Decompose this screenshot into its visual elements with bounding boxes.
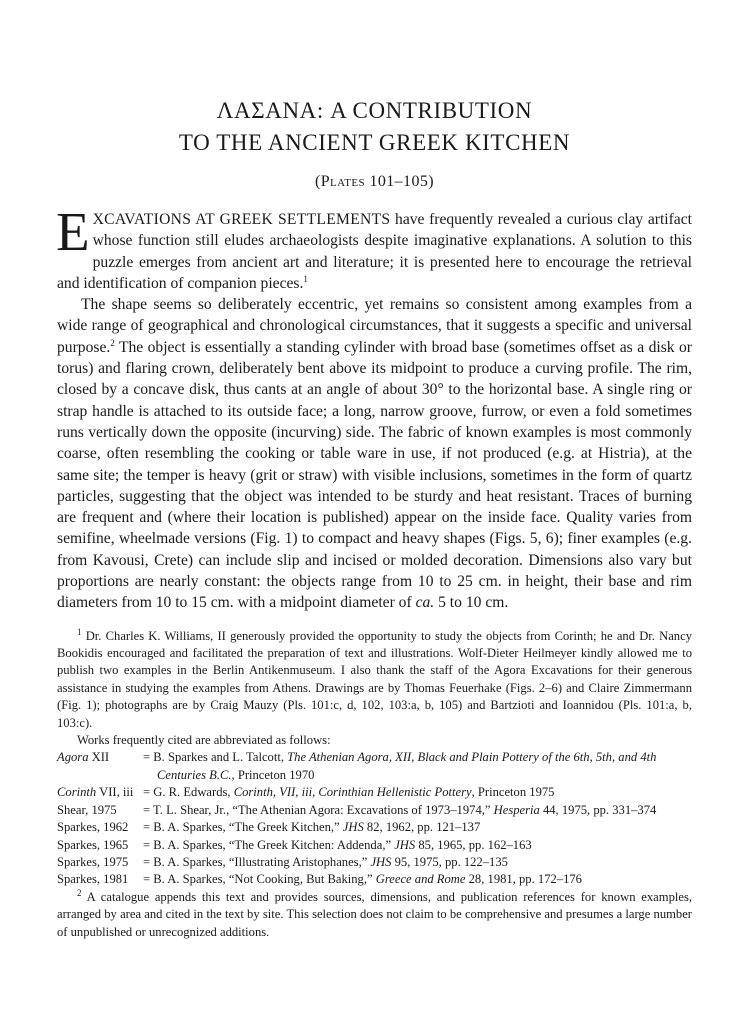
reference-italic: JHS [394, 837, 416, 852]
reference-abbreviation [57, 749, 143, 784]
reference-pre: = B. A. Sparkes, “The Greek Kitchen: Addenda,” [143, 837, 395, 852]
reference-abbreviation [57, 837, 143, 854]
reference-citation [143, 871, 692, 888]
reference-abbr-rest: VII, iii [96, 785, 134, 800]
reference-row [57, 837, 692, 854]
plates-open-paren: ( [315, 173, 321, 190]
reference-abbr-rest: Shear, 1975 [57, 802, 117, 817]
footnote-1 [57, 628, 692, 732]
reference-row [57, 784, 692, 801]
reference-pre: = B. A. Sparkes, “Not Cooking, But Baking,” [143, 872, 376, 887]
plates-range: 101–105 [369, 173, 429, 190]
footnote-ref-1: 1 [303, 273, 308, 284]
reference-post: 28, 1981, pp. 172–176 [465, 872, 582, 887]
reference-citation [143, 854, 692, 871]
reference-citation [143, 819, 692, 836]
footnotes [57, 628, 692, 941]
reference-post: 85, 1965, pp. 162–163 [415, 837, 532, 852]
reference-row [57, 871, 692, 888]
reference-italic: JHS [370, 854, 392, 869]
article-page [57, 95, 692, 941]
reference-abbr-rest: Sparkes, 1981 [57, 872, 129, 887]
reference-pre: = B. Sparkes and L. Talcott, [143, 750, 288, 765]
title-line-1: ΛΑΣΑΝΑ: A CONTRIBUTION [216, 98, 533, 123]
paragraph-2-text-c: 5 to 10 cm. [434, 594, 509, 612]
reference-abbreviation [57, 802, 143, 819]
reference-abbr-rest: XII [88, 750, 110, 765]
reference-row [57, 749, 692, 784]
paragraph-2 [57, 294, 692, 613]
reference-post: , Princeton 1975 [471, 785, 555, 800]
reference-pre: = B. A. Sparkes, “The Greek Kitchen,” [143, 820, 343, 835]
plates-reference [57, 173, 692, 191]
works-cited-body [57, 749, 692, 888]
reference-abbr-italic: Corinth [57, 785, 97, 800]
reference-row [57, 802, 692, 819]
reference-abbr-italic: Agora [57, 750, 89, 765]
paragraph-2-ca: ca. [415, 594, 435, 612]
reference-post: 82, 1962, pp. 121–137 [363, 820, 481, 835]
reference-post: 95, 1975, pp. 122–135 [391, 854, 508, 869]
footnote-ref-2: 2 [110, 337, 115, 348]
plates-label: Plates [320, 173, 366, 190]
reference-abbr-rest: Sparkes, 1962 [57, 820, 129, 835]
reference-italic: Greece and Rome [375, 872, 466, 887]
reference-italic: JHS [342, 820, 364, 835]
reference-citation [143, 749, 692, 784]
paragraph-1-text: have frequently revealed a curious clay artifact whose function still eludes archaeologists despite imaginative explanations. A solution to this puzzle emerges from ancient art and literature; it is presented here to encourage the retrieval and identification of companion pieces. [57, 211, 692, 292]
reference-row [57, 854, 692, 871]
reference-citation [143, 784, 692, 801]
title-line-2: TO THE ANCIENT GREEK KITCHEN [178, 130, 571, 155]
works-cited-intro: Works frequently cited are abbreviated as follows: [77, 733, 331, 748]
reference-pre: = T. L. Shear, Jr., “The Athenian Agora: Excavations of 1973–1974,” [143, 802, 494, 817]
reference-post: , Princeton 1970 [231, 767, 315, 782]
paragraph-1 [56, 201, 692, 294]
reference-pre: = B. A. Sparkes, “Illustrating Aristophanes,” [143, 854, 371, 869]
plates-close-paren: ) [428, 173, 434, 190]
paragraph-2-text-b: The object is essentially a standing cylinder with broad base (sometimes offset as a disk or torus) and flaring crown, deliberately bent above its midpoint to produce a curving profile. The rim, closed by a concave disk, thus cants at an angle of about 30° to the horizontal base. A single ring or strap handle is attached to its outside face; a long, narrow groove, furrow, or even a fold sometimes runs vertically down the opposite (incurving) side. The fabric of known examples is most commonly coarse, often resembling the cooking or table ware in use, if not produced (e.g. at Histria), at the same site; the temper is heavy (grit or straw) with visible inclusions, sometimes in the form of quartz particles, suggesting that the object was intended to be sturdy and heat resistant. Traces of burning are frequent and (where their location is published) appear on the inside face. Quality varies from semifine, wheelmade versions (Fig. 1) to compact and heavy shapes (Figs. 5, 6); finer examples (e.g. from Kavousi, Crete) can include slip and incised or molded decoration. Dimensions also vary but proportions are nearly constant: the objects range from 10 to 25 cm. in height, their base and rim diameters from 10 to 15 cm. with a midpoint diameter of [57, 338, 692, 612]
opening-caps: XCAVATIONS AT GREEK SETTLEMENTS [92, 211, 391, 228]
reference-italic: The Athenian Agora, XII, Black and Plain Pottery of the 6th, 5th, and 4th Centuries B.C. [157, 750, 657, 782]
footnote-1-text: Dr. Charles K. Williams, II generously provided the opportunity to study the objects from Corinth; he and Dr. Nancy Bookidis encouraged and facilitated the preparation of text and illustrations. Wolf-Dieter Heilmeyer kindly allowed me to publish two examples in the Berlin Antikenmuseum. I also thank the staff of the Agora Excavations for their generous assistance in studying the examples from Athens. Drawings are by Thomas Feuerhake (Figs. 2–6) and Claire Zimmermann (Fig. 1); photographs are by Craig Mauzy (Pls. 101:c, d, 102, 103:a, b, 105) and Bartzioti and Ioannidou (Pls. 101:a, b, 103:c). [57, 628, 692, 730]
reference-row [57, 819, 692, 836]
works-cited-table [57, 749, 692, 888]
reference-abbreviation [57, 854, 143, 871]
drop-cap: E [56, 201, 90, 262]
paragraph-2-text-a: The shape seems so deliberately eccentric, yet remains so consistent among examples from a wide range of geographical and chronological circumstances, that it suggests a specific and universal purpose. [57, 296, 692, 356]
reference-abbreviation [57, 784, 143, 801]
article-body [56, 201, 692, 614]
reference-italic: Corinth, VII, iii, Corinthian Hellenistic Pottery [233, 785, 472, 800]
reference-italic: Hesperia [493, 802, 540, 817]
reference-citation [143, 837, 692, 854]
footnote-1-number: 1 [77, 626, 82, 637]
reference-abbr-rest: Sparkes, 1975 [57, 854, 129, 869]
reference-pre: = G. R. Edwards, [143, 785, 234, 800]
reference-abbr-rest: Sparkes, 1965 [57, 837, 129, 852]
reference-abbreviation [57, 871, 143, 888]
reference-abbreviation [57, 819, 143, 836]
reference-post: 44, 1975, pp. 331–374 [539, 802, 657, 817]
reference-citation [143, 802, 692, 819]
article-title [57, 95, 692, 159]
footnote-2-text: A catalogue appends this text and provides sources, dimensions, and publication references for known examples, arranged by area and cited in the text by site. This selection does not claim to be comprehensive and presumes a large number of unpublished or unrecognized additions. [57, 889, 692, 939]
footnote-2-number: 2 [77, 887, 82, 898]
footnote-2 [57, 889, 692, 941]
